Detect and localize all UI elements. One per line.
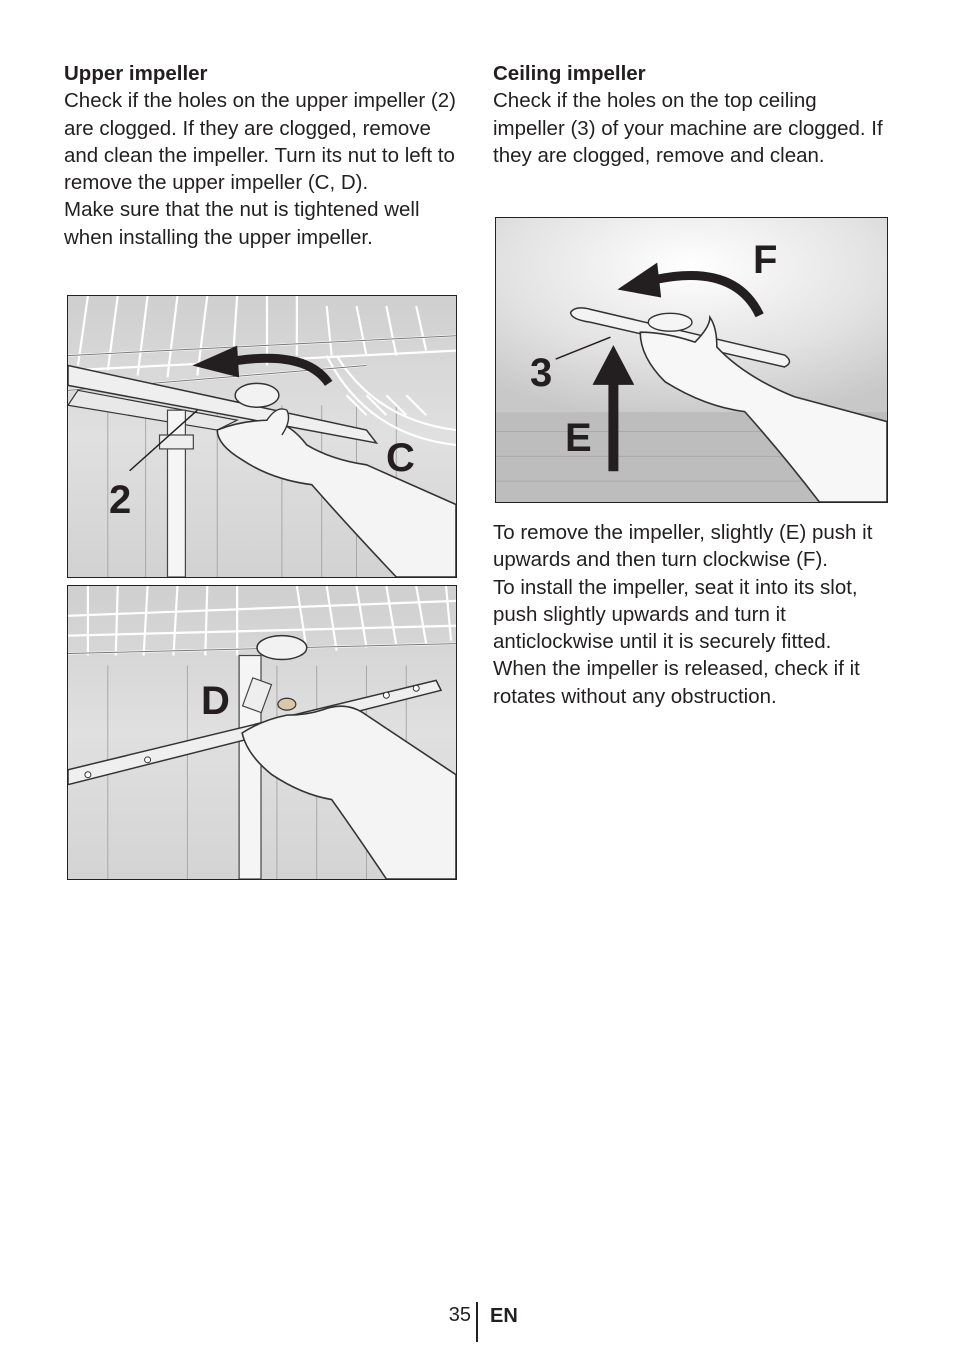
ceiling-impeller-instructions [493,519,893,710]
step-label-f: F [753,238,778,282]
figure-d-illustration [68,586,456,879]
ceiling-impeller-check-text: When the impeller is released, check if it rotates without any obstruction. [493,657,860,708]
ceiling-impeller-heading: Ceiling impeller [493,62,646,85]
language-code: EN [490,1305,518,1327]
upper-impeller-heading: Upper impeller [64,62,208,85]
upper-impeller-text-1: Check if the holes on the upper impeller (2) are clogged. If they are clogged, remove and clean the impeller. Turn its nut to left to remove the upper impeller (C, D). [64,89,456,195]
ceiling-impeller-text-1: Check if the holes on the top ceiling impeller (3) of your machine are clogged. If they are clogged, remove and clean. [493,89,883,167]
figure-ef-illustration [496,218,887,502]
step-label-d: D [201,679,230,723]
footer-divider [476,1302,478,1342]
ceiling-impeller-remove-text: To remove the impeller, slightly (E) push it upwards and then turn clockwise (F). [493,521,873,572]
figure-d-upper-impeller-removal [67,585,457,880]
page-number: 35 [448,1304,471,1326]
part-label-2: 2 [109,478,132,522]
ceiling-impeller-section [493,60,893,169]
upper-impeller-section [64,60,464,251]
part-label-3: 3 [530,351,553,395]
ceiling-impeller-install-text: To install the impeller, seat it into its slot, push slightly upwards and turn it anticlockwise until it is securely fitted. [493,575,858,654]
step-label-c: C [386,436,415,480]
figure-c-upper-impeller-removal [67,295,457,578]
step-label-e: E [565,416,592,460]
upper-impeller-text-2: Make sure that the nut is tightened well when installing the upper impeller. [64,198,420,249]
figure-ef-ceiling-impeller-removal [495,217,888,503]
page-footer [0,1302,954,1342]
